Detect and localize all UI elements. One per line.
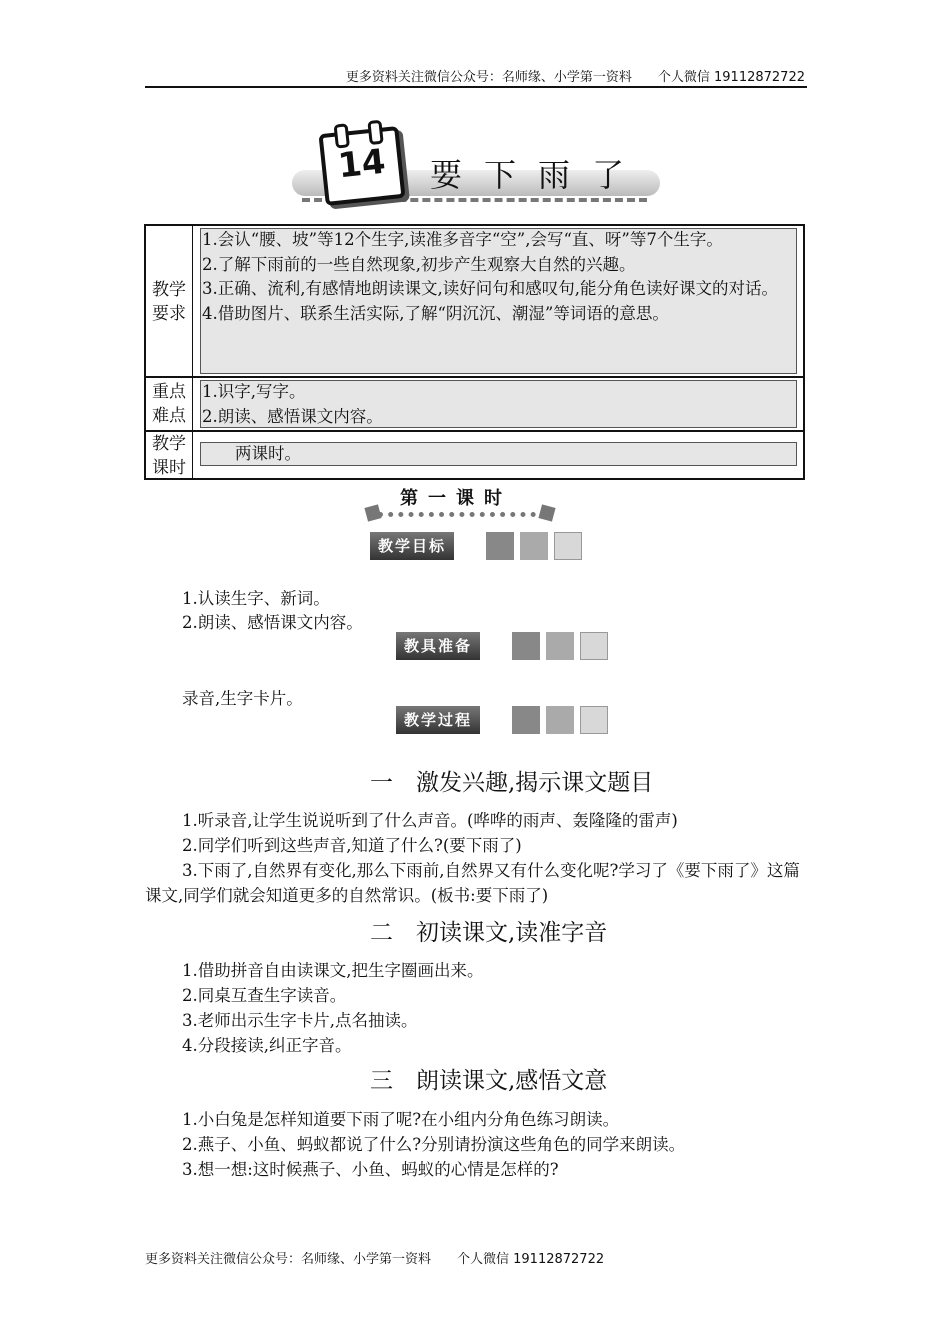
part-heading: 一 激发兴趣,揭示课文题目	[370, 770, 654, 796]
part-item: 1.小白兔是怎样知道要下雨了呢?在小组内分角色练习朗读。	[182, 1110, 620, 1129]
part-heading: 二 初读课文,读准字音	[370, 920, 608, 946]
header-rule	[145, 86, 807, 88]
goal-item: 1.认读生字、新词。	[182, 589, 330, 608]
calendar-icon	[318, 126, 405, 206]
part-item: 2.同学们听到这些声音,知道了什么?(要下雨了)	[182, 836, 522, 855]
section-title: 第一课时	[400, 488, 512, 509]
part-item: 1.听录音,让学生说说听到了什么声音。(哗哗的雨声、轰隆隆的雷声)	[182, 811, 678, 830]
part-item: 3.老师出示生字卡片,点名抽读。	[182, 1011, 418, 1030]
badge-process: 教学过程	[396, 706, 480, 734]
section-decoration	[538, 504, 555, 521]
requirements-table	[144, 224, 805, 480]
prep-text: 录音,生字卡片。	[182, 689, 303, 708]
label-class-hours: 教学 课时	[152, 434, 186, 478]
lesson-number: 14	[336, 141, 388, 187]
part-item: 4.分段接读,纠正字音。	[182, 1036, 352, 1055]
requirements-text: 1.会认“腰、坡”等12个生字,读准多音字“空”,会写“直、呀”等7个生字。 2.了解下雨前的一些自然现象,初步产生观察大自然的兴趣。 3.正确、流利,有感情地朗读课文,读好问句和感叹句,能分角色读好课文的对话。 4.借助图片、联系生活实际,了解“阴沉沉、潮湿”等词语的意思。	[202, 230, 778, 323]
part-item: 3.下雨了,自然界有变化,那么下雨前,自然界又有什么变化呢?学习了《要下雨了》这篇课文,同学们就会知道更多的自然常识。(板书:要下雨了)	[145, 861, 800, 905]
page-header: 更多资料关注微信公众号：名师缘、小学第一资料 个人微信 19112872722	[345, 70, 805, 85]
part-item: 3.想一想:这时候燕子、小鱼、蚂蚁的心情是怎样的?	[182, 1160, 559, 1179]
part-item: 2.燕子、小鱼、蚂蚁都说了什么?分别请扮演这些角色的同学来朗读。	[182, 1135, 686, 1154]
page-footer: 更多资料关注微信公众号：名师缘、小学第一资料 个人微信 19112872722	[145, 1252, 605, 1267]
part-item: 1.借助拼音自由读课文,把生字圈画出来。	[182, 961, 484, 980]
badge-goals: 教学目标	[370, 532, 454, 560]
section-dashes	[378, 512, 546, 517]
goal-item: 2.朗读、感悟课文内容。	[182, 613, 363, 632]
badge-prep: 教具准备	[396, 632, 480, 660]
part-item: 2.同桌互查生字读音。	[182, 986, 347, 1005]
label-key-points: 重点 难点	[152, 382, 186, 426]
label-requirements: 教学 要求	[152, 280, 186, 324]
lesson-title: 要下雨了	[430, 156, 647, 194]
key-points-text: 1.识字,写字。 2.朗读、感悟课文内容。	[202, 382, 383, 426]
part-heading: 三 朗读课文,感悟文意	[370, 1068, 608, 1094]
class-hours-text: 两课时。	[202, 444, 301, 463]
